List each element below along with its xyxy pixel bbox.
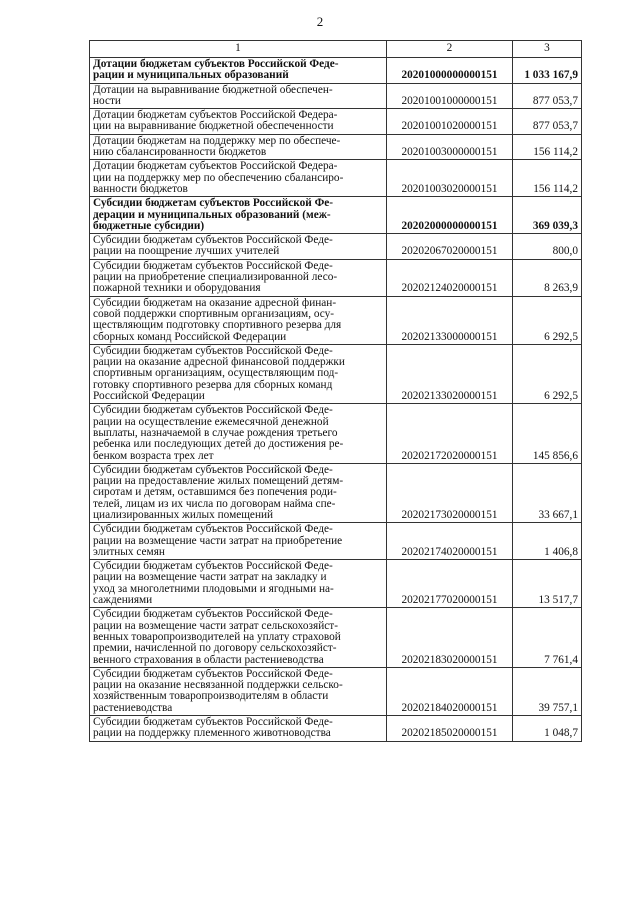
- row-name-line: готовку спортивного резерва для сборных команд: [93, 378, 333, 391]
- table-row: [90, 259, 582, 296]
- row-name-cell: [90, 109, 387, 135]
- row-code: 20201000000000151: [387, 58, 513, 84]
- row-name-line: ции на поддержку мер по обеспечению сбалансиро-: [93, 171, 344, 184]
- row-name-cell: [90, 134, 387, 160]
- column-header-2: 2: [387, 41, 513, 58]
- row-amount: 7 761,4: [513, 608, 582, 667]
- row-name-line: Дотации бюджетам субъектов Российской Федера-: [93, 109, 338, 122]
- row-code: 20201003000000151: [387, 134, 513, 160]
- header-row: [90, 41, 582, 58]
- row-code: 20202174020000151: [387, 523, 513, 560]
- row-name-cell: [90, 259, 387, 296]
- row-name-line: ществляющим подготовку спортивного резерва для: [93, 319, 342, 332]
- row-name-line: ванности бюджетов: [93, 182, 188, 195]
- row-name-cell: [90, 234, 387, 260]
- row-name-cell: [90, 197, 387, 234]
- row-code: 20202184020000151: [387, 667, 513, 715]
- page-number: 2: [316, 14, 324, 29]
- table-row: [90, 716, 582, 742]
- row-name-cell: [90, 608, 387, 667]
- table-row: [90, 234, 582, 260]
- row-name-line: ции на выравнивание бюджетной обеспеченности: [93, 120, 334, 133]
- row-amount: 39 757,1: [513, 667, 582, 715]
- row-name-line: рации и муниципальных образований: [93, 69, 289, 82]
- row-name-line: рации на приобретение специализированной лесо-: [93, 271, 338, 284]
- row-name-line: сборных команд Российской Федерации: [93, 330, 287, 343]
- row-amount: 877 053,7: [513, 109, 582, 135]
- row-name-cell: [90, 404, 387, 463]
- row-name-cell: [90, 83, 387, 109]
- row-code: 20202124020000151: [387, 259, 513, 296]
- row-code: 20202172020000151: [387, 404, 513, 463]
- row-name-line: рации на оказание несвязанной поддержки сельско-: [93, 679, 343, 692]
- row-name-line: Дотации на выравнивание бюджетной обеспечен-: [93, 83, 333, 96]
- row-name-line: рации на возмещение части затрат сельскохозяйст-: [93, 619, 338, 632]
- row-name-line: Субсидии бюджетам субъектов Российской Феде-: [93, 608, 333, 621]
- row-name-line: Субсидии бюджетам субъектов Российской Феде-: [93, 523, 333, 536]
- row-amount: 1 406,8: [513, 523, 582, 560]
- row-name-cell: [90, 716, 387, 742]
- row-code: 20201003020000151: [387, 160, 513, 197]
- column-header-3: 3: [513, 41, 582, 58]
- table-body: [90, 58, 582, 742]
- row-name-line: выплаты, назначаемой в случае рождения третьего: [93, 426, 338, 439]
- table-row: [90, 58, 582, 84]
- budget-revenue-table: [89, 40, 582, 742]
- table-row: [90, 83, 582, 109]
- table-row: [90, 667, 582, 715]
- row-name-line: спортивным организациям, осуществляющим под-: [93, 367, 339, 380]
- table-row: [90, 134, 582, 160]
- row-name-line: Субсидии бюджетам субъектов Российской Феде-: [93, 404, 333, 417]
- table-row: [90, 608, 582, 667]
- row-name-line: Субсидии бюджетам субъектов Российской Феде-: [93, 463, 333, 476]
- row-amount: 145 856,6: [513, 404, 582, 463]
- row-amount: 369 039,3: [513, 197, 582, 234]
- row-name-line: рации на оказание адресной финансовой поддержки: [93, 356, 345, 369]
- row-name-line: телей, лицам из их числа по договорам найма спе-: [93, 497, 336, 510]
- row-name-line: саждениями: [93, 594, 153, 607]
- row-name-line: Дотации бюджетам субъектов Российской Феде-: [93, 58, 339, 70]
- row-name-line: Субсидии бюджетам на оказание адресной финан-: [93, 296, 337, 309]
- row-name-cell: [90, 296, 387, 344]
- row-name-line: Субсидии бюджетам субъектов Российской Феде-: [93, 716, 333, 729]
- row-name-line: хозяйственным товаропроизводителям в области: [93, 690, 329, 703]
- row-name-line: ребенка или последующих детей до достижения ре-: [93, 438, 344, 451]
- row-name-line: Субсидии бюджетам субъектов Российской Феде-: [93, 234, 333, 247]
- row-name-line: Российской Федерации: [93, 390, 205, 403]
- row-amount: 8 263,9: [513, 259, 582, 296]
- row-name-line: рации на поощрение лучших учителей: [93, 245, 280, 258]
- row-code: 20202000000000151: [387, 197, 513, 234]
- row-name-line: рации на поддержку племенного животноводства: [93, 727, 331, 740]
- row-name-line: бенком возраста трех лет: [93, 449, 214, 462]
- row-code: 20201001020000151: [387, 109, 513, 135]
- row-name-line: циализированных жилых помещений: [93, 508, 274, 521]
- row-name-cell: [90, 667, 387, 715]
- row-amount: 1 048,7: [513, 716, 582, 742]
- table-row: [90, 344, 582, 403]
- row-code: 20202177020000151: [387, 560, 513, 608]
- row-amount: 6 292,5: [513, 296, 582, 344]
- row-name-line: Субсидии бюджетам субъектов Российской Феде-: [93, 259, 333, 272]
- row-name-line: элитных семян: [93, 545, 165, 558]
- row-name-line: бюджетные субсидии): [93, 219, 205, 232]
- row-code: 20202133020000151: [387, 344, 513, 403]
- row-amount: 156 114,2: [513, 134, 582, 160]
- row-code: 20202067020000151: [387, 234, 513, 260]
- row-code: 20202133000000151: [387, 296, 513, 344]
- row-name-line: Дотации бюджетам субъектов Российской Федера-: [93, 160, 338, 173]
- row-name-line: Дотации бюджетам на поддержку мер по обеспече-: [93, 134, 341, 147]
- row-name-line: венного страхования в области растениеводства: [93, 653, 324, 666]
- row-name-cell: [90, 523, 387, 560]
- table-row: [90, 197, 582, 234]
- row-name-line: Субсидии бюджетам субъектов Российской Фе-: [93, 197, 334, 210]
- row-amount: 1 033 167,9: [513, 58, 582, 84]
- table-row: [90, 109, 582, 135]
- column-header-1: 1: [90, 41, 387, 58]
- row-name-line: рации на возмещение части затрат на закладку и: [93, 571, 327, 584]
- row-name-cell: [90, 463, 387, 522]
- row-name-line: премии, начисленной по договору сельскохозяйст-: [93, 642, 337, 655]
- row-name-line: совой поддержки спортивным организациям, осу-: [93, 307, 335, 320]
- row-name-cell: [90, 560, 387, 608]
- row-name-line: сиротам и детям, оставшимся без попечения роди-: [93, 486, 337, 499]
- table-row: [90, 296, 582, 344]
- row-name-line: дерации и муниципальных образований (меж-: [93, 208, 331, 221]
- row-amount: 800,0: [513, 234, 582, 260]
- row-amount: 156 114,2: [513, 160, 582, 197]
- row-name-line: растениеводства: [93, 701, 173, 714]
- row-name-line: рации на осуществление ежемесячной денежной: [93, 415, 329, 428]
- table-row: [90, 463, 582, 522]
- row-name-line: нию сбалансированности бюджетов: [93, 146, 267, 159]
- row-name-line: Субсидии бюджетам субъектов Российской Феде-: [93, 667, 333, 680]
- row-name-line: рации на возмещение части затрат на приобретение: [93, 534, 343, 547]
- row-name-line: пожарной техники и оборудования: [93, 282, 261, 295]
- row-name-line: уход за многолетними плодовыми и ягодными на-: [93, 582, 334, 595]
- row-amount: 6 292,5: [513, 344, 582, 403]
- row-name-line: рации на предоставление жилых помещений детям-: [93, 475, 344, 488]
- row-name-line: Субсидии бюджетам субъектов Российской Феде-: [93, 344, 333, 357]
- row-code: 20201001000000151: [387, 83, 513, 109]
- row-name-line: венных товаропроизводителей на уплату страховой: [93, 630, 341, 643]
- table-row: [90, 560, 582, 608]
- row-amount: 33 667,1: [513, 463, 582, 522]
- row-code: 20202185020000151: [387, 716, 513, 742]
- row-name-line: ности: [93, 94, 121, 107]
- table-row: [90, 404, 582, 463]
- row-name-cell: [90, 344, 387, 403]
- row-amount: 13 517,7: [513, 560, 582, 608]
- row-name-cell: [90, 160, 387, 197]
- row-code: 20202183020000151: [387, 608, 513, 667]
- row-amount: 877 053,7: [513, 83, 582, 109]
- row-name-line: Субсидии бюджетам субъектов Российской Феде-: [93, 560, 333, 573]
- table-row: [90, 160, 582, 197]
- row-code: 20202173020000151: [387, 463, 513, 522]
- row-name-cell: [90, 58, 387, 84]
- table-row: [90, 523, 582, 560]
